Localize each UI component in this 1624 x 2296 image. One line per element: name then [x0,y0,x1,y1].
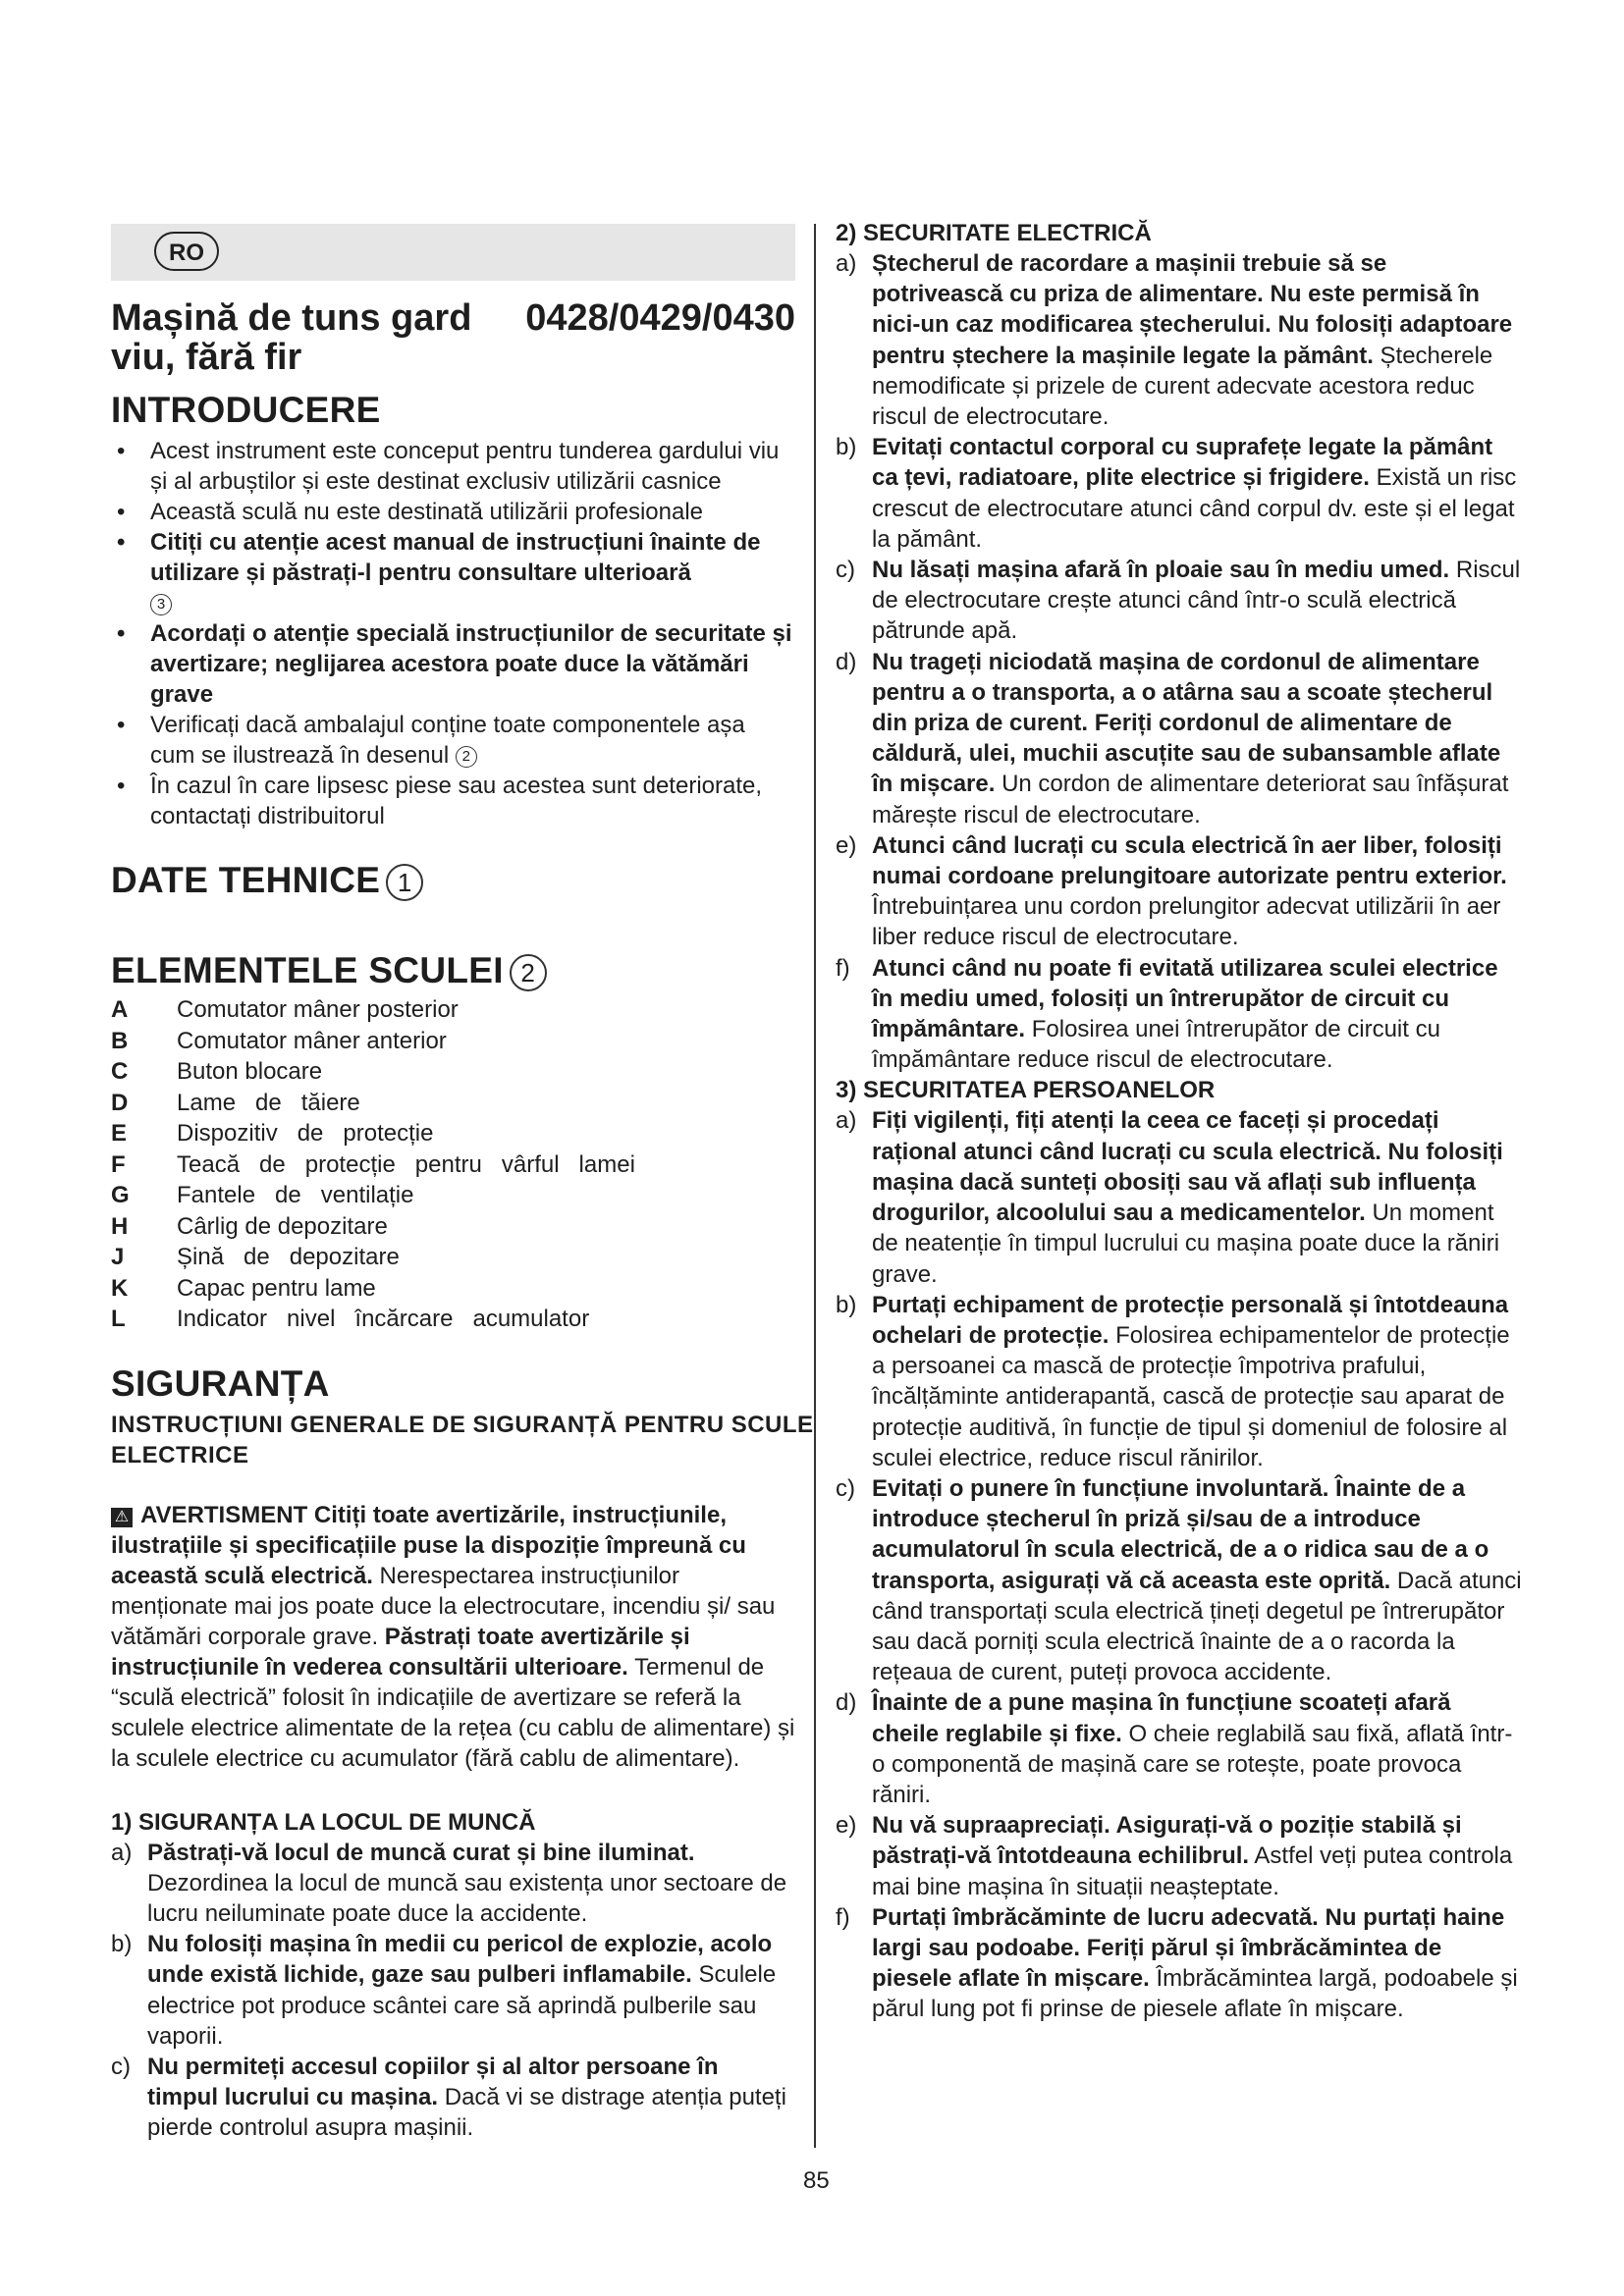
element-row: H Cârlig de depozitare [111,1212,388,1240]
element-row: A Comutator mâner posterior [111,996,459,1023]
title-row [111,298,795,377]
element-row: D Lame de tăiere [111,1089,360,1116]
language-bar [111,224,795,281]
safety-item: e) Atunci când lucrați cu scula electrică în aer liber, folosiți numai cordoane prelungitoare autorizate pentru exterior. Întrebuințarea unu cordon prelungitor adecvat utilizării în aer liber reduce riscul de electrocutare. [836,831,1507,951]
safety-item: b) Purtați echipament de protecție personală și întotdeauna ochelari de protecție. Folosirea echipamentelor de protecție a persoanei ca mască de protecție împotriva prafului, încălțăminte antiderapantă, cască de protecție sau aparat de protecție auditivă, în funcție de tipul și domeniul de folosire al sculei electrice, reduce riscul rănirilor. [836,1291,1510,1471]
safety-subheading: INSTRUCȚIUNI GENERALE DE SIGURANȚĂ PENTRU SCULE ELECTRICE [111,1411,814,1468]
intro-bullet: • Această sculă nu este destinată utilizării profesionale [111,497,795,527]
section-heading-workplace: 1) SIGURANȚA LA LOCUL DE MUNCĂ [111,1808,536,1836]
intro-bullet: • Acordați o atenție specială instrucțiunilor de securitate și avertizare; neglijarea acestora poate duce la vătămări grave [111,618,795,710]
model-number: 0428/0429/0430 [525,297,795,339]
section-heading-personal: 3) SECURITATEA PERSOANELOR [836,1077,1216,1104]
right-column [836,218,1523,2025]
section-heading-electrical: 2) SECURITATE ELECTRICĂ [836,220,1152,246]
safety-item: d) Înainte de a pune mașina în funcțiune scoateți afară cheile reglabile și fixe. O cheie reglabilă sau fixă, aflată într-o componentă de mașină care se rotește, poate provoca răniri. [836,1689,1513,1808]
intro-bullet: • Citiți cu atenție acest manual de instrucțiuni înainte de utilizare și păstrați-l pentru consultare ulterioară 3 [111,527,795,618]
element-row: B Comutator mâner anterior [111,1027,447,1054]
tech-heading: DATE TEHNICE 1 [111,859,795,902]
intro-bullet: • Acest instrument este conceput pentru tunderea gardului viu și al arbuștilor și este destinat exclusiv utilizării casnice [111,436,795,497]
element-row: G Fantele de ventilație [111,1182,414,1208]
intro-heading: INTRODUCERE [111,390,381,430]
elements-heading: ELEMENTELE SCULEI 2 [111,949,795,992]
figure-ref: 1 [386,864,423,901]
intro-bullets [111,436,795,831]
element-row: L Indicator nivel încărcare acumulator [111,1306,590,1332]
safety-item: c) Evitați o punere în funcțiune involuntară. Înainte de a introduce ștecherul în priză și/sau de a introduce acumulatorul în scula electrică, de a o ridica sau de a o transporta, asigurați vă că aceasta este oprită. Dacă atunci când transportați scula electrică țineți degetul pe întrerupător sau dacă porniți scula electrică înainte de a o racorda la rețeaua de curent, puteți provoca accidente. [836,1474,1522,1686]
intro-bullet: • Verificați dacă ambalajul conține toate componentele așa cum se ilustrează în desenul 2 [111,710,795,771]
safety-item: a) Ștecherul de racordare a mașinii trebuie să se potrivească cu priza de alimentare. Nu este permisă în nici-un caz modificarea ștecherului. Nu folosiți adaptoare pentru ștechere la mașinile legate la pământ. Ștecherele nemodificate și prizele de curent adecvate acestora reduc riscul de electrocutare. [836,250,1513,431]
element-row: E Dispozitiv de protecție [111,1120,434,1147]
figure-ref: 2 [456,746,477,768]
warning-triangle-icon: ⚠ [111,1508,133,1527]
figure-ref: 2 [510,954,547,991]
element-row: K Capac pentru lame [111,1274,376,1302]
left-column [111,224,814,2144]
intro-bullet: • În cazul în care lipsesc piese sau acestea sunt deteriorate, contactați distribuitorul [111,771,795,831]
page-number: 85 [803,2167,830,2194]
safety-item: a) Păstrați-vă locul de muncă curat și bine iluminat. Dezordinea la locul de muncă sau existența unor sectoare de lucru neiluminate poate duce la accidente. [111,1839,787,1927]
safety-item: e) Nu vă supraapreciați. Asigurați-vă o poziție stabilă și păstrați-vă întotdeauna echilibrul. Astfel veți putea controla mai bine mașina în situații neașteptate. [836,1812,1513,1900]
safety-item: d) Nu trageți niciodată mașina de cordonul de alimentare pentru a o transporta, a o atârna sau a scoate ștecherul din priza de curent. Feriți cordonul de alimentare de căldură, ulei, muchii ascuțite sau de subansamble aflate în mișcare. Un cordon de alimentare deteriorat sau înfășurat mărește riscul de electrocutare. [836,648,1509,828]
safety-item: c) Nu permiteți accesul copiilor și al altor persoane în timpul lucrului cu mașina. Dacă vi se distrage atenția puteți pierde controlul asupra mașinii. [111,2053,786,2142]
element-row: F Teacă de protecție pentru vârful lamei [111,1150,635,1178]
column-divider [814,224,816,2148]
safety-item: b) Nu folosiți mașina în medii cu pericol de explozie, acolo unde există lichide, gaze sau pulberi inflamabile. Sculele electrice pot produce scântei care să aprindă pulberile sau vaporii. [111,1931,777,2050]
safety-item: a) Fiți vigilenți, fiți atenți la ceea ce faceți și procedați rațional atunci când lucrați cu scula electrică. Nu folosiți mașina dacă sunteți obosiți sau vă aflați sub influența drogurilor, alcoolului sau a medicamentelor. Un moment de neatenție în timpul lucrului cu mașina poate duce la răniri grave. [836,1107,1503,1288]
safety-item: b) Evitați contactul corporal cu suprafețe legate la pământ ca țevi, radiatoare, plite electrice și frigidere. Există un risc crescut de electrocutare atunci când corpul dv. este și el legat la pământ. [836,434,1517,553]
language-badge: RO [154,232,219,271]
product-title [111,298,471,377]
product-title-line2: viu, fără fir [111,337,302,378]
product-title-line1: Mașină de tuns gard [111,297,472,339]
safety-heading: SIGURANȚA [111,1362,330,1404]
safety-item: f) Atunci când nu poate fi evitată utilizarea sculei electrice în mediu umed, folosiți un întrerupător de circuit cu împământare. Folosirea unei întrerupător de circuit cu împământare reduce riscul de electrocutare. [836,954,1498,1074]
figure-ref: 3 [150,594,172,615]
general-warning: ⚠ AVERTISMENT Citiți toate avertizările, instrucțiunile, ilustrațiile și specificațiile puse la dispoziție împreună cu această sculă electrică. Nerespectarea instrucțiunilor menționate mai jos poate duce la electrocutare, incendiu și/ sau vătămări corporale grave. Păstrați toate avertizările și instrucțiunile în vederea consultării ulterioare. Termenul de “sculă electrică” folosit în indicațiile de avertizare se referă la sculele electrice alimentate de la rețea (cu cablu de alimentare) și la sculele electrice cu acumulator (fără cablu de alimentare). [111,1501,795,1772]
element-row: C Buton blocare [111,1058,323,1085]
safety-item: c) Nu lăsați mașina afară în ploaie sau în mediu umed. Riscul de electrocutare crește atunci când într-o sculă electrică pătrunde apă. [836,557,1521,645]
elements-list [111,994,795,1335]
element-row: J Șină de depozitare [111,1244,400,1270]
safety-item: f) Purtați îmbrăcăminte de lucru adecvată. Nu purtați haine largi sau podoabe. Feriți părul și îmbrăcămintea de piesele aflate în mișcare. Îmbrăcămintea largă, podoabele și părul lung pot fi prinse de piesele aflate în mișcare. [836,1903,1518,2023]
